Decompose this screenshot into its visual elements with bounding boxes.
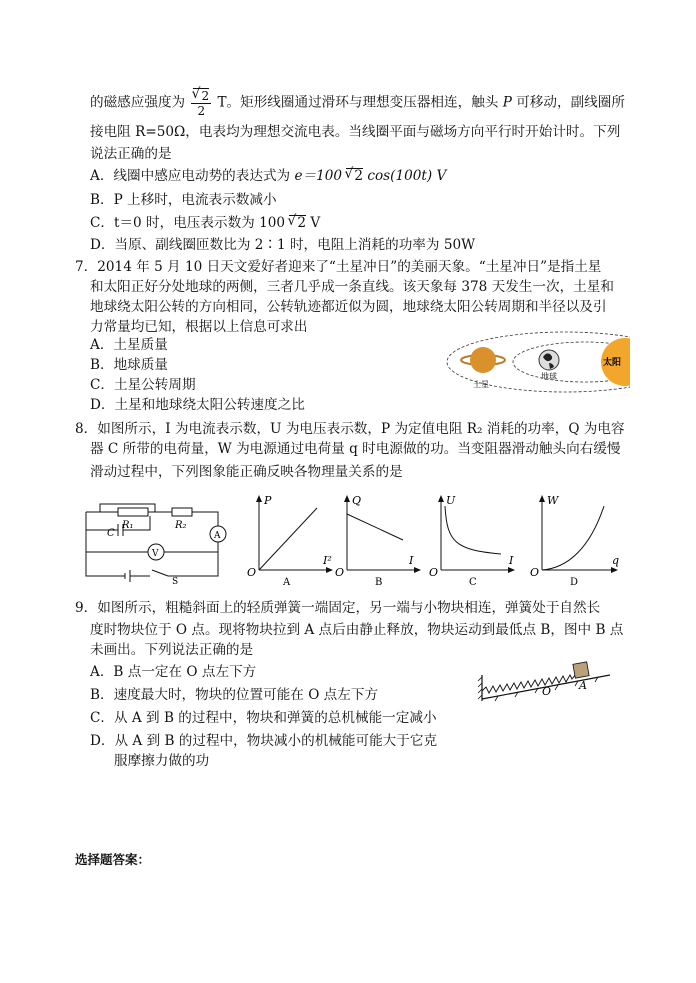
q7-option-d: D．土星和地球绕太阳公转速度之比 [90, 397, 305, 413]
q9-line-2: 度时物块位于 O 点。现将物块拉到 A 点后由静止释放，物块运动到最低点 B，图中 B 点 [90, 622, 624, 638]
q8-line-1: 8．如图所示，I 为电流表示数，U 为电压表示数，P 为定值电阻 R₂ 消耗的功率，Q 为电容 [75, 421, 625, 437]
q9-option-d-line-2: 服摩擦力做的功 [114, 753, 210, 769]
graph-d-xlabel: q [612, 554, 620, 567]
graph-b-curve [347, 514, 403, 540]
circuit-wire-left [86, 512, 125, 576]
resistor-r2 [172, 508, 192, 516]
q7-option-c: C．土星公转周期 [90, 377, 196, 393]
label-r1: R₁ [122, 520, 134, 531]
answer-label: 选择题答案： [75, 852, 151, 867]
q6-line-3: 说法正确的是 [90, 146, 172, 162]
graph-a-ylabel: P [264, 494, 272, 507]
orbit-figure [445, 327, 630, 397]
q9-option-c: C．从 A 到 B 的过程中，物块和弹簧的总机械能一定减小 [90, 710, 437, 726]
graph-a-caption: A [283, 577, 291, 587]
label-c: C [107, 528, 115, 539]
sqrt-2: √ 2 [346, 168, 363, 183]
graph-a-xlabel: I² [323, 554, 332, 567]
sqrt-2: √ 2 [193, 88, 209, 103]
graph-a-origin: O [247, 566, 257, 579]
graph-a-curve [259, 508, 317, 570]
q6-option-b: B．P 上移时，电流表示数减小 [90, 192, 277, 208]
graph-b [333, 492, 423, 587]
q6-option-a [90, 167, 446, 185]
label-r2: R₂ [175, 520, 187, 531]
graph-d-ylabel: W [547, 494, 559, 507]
q9-option-b: B．速度最大时，物块的位置可能在 O 点左下方 [90, 687, 379, 703]
q6-option-d: D．当原、副线圈匝数比为 2∶1 时，电阻上消耗的功率为 50W [90, 237, 476, 253]
q6-option-a-text: A．线圈中感应电动势的表达式为 [90, 168, 291, 184]
sqrt-2: √ 2 [289, 215, 306, 230]
graph-b-ylabel: Q [352, 494, 362, 507]
graph-c-origin: O [429, 566, 439, 579]
earth-label: 地球 [541, 372, 557, 381]
q9-line-3: 未画出。下列说法正确的是 [90, 642, 254, 658]
saturn-label: 土星 [473, 380, 489, 389]
graph-c-curve [445, 506, 501, 554]
graph-b-origin: O [335, 566, 345, 579]
sun-label: 太阳 [603, 358, 622, 368]
label-a: A [214, 531, 221, 541]
circuit-wire-right [192, 512, 218, 526]
label-v: V [152, 549, 159, 559]
rheostat-r1 [118, 508, 148, 516]
q8-line-3: 滑动过程中，下列图象能正确反映各物理量关系的是 [90, 464, 403, 480]
graph-c-ylabel: U [446, 494, 456, 507]
q6-symbol-p: P [502, 94, 512, 111]
graph-c [427, 492, 517, 587]
q6-option-a-eq: e＝100 [294, 168, 343, 184]
graph-d-origin: O [530, 566, 540, 579]
switch-blade [152, 570, 168, 576]
q9-option-a: A．B 点一定在 O 点左下方 [90, 664, 257, 680]
label-s: S [172, 577, 179, 585]
q8-line-2: 器 C 所带的电荷量，W 为电源通过电荷量 q 时电源做的功。当变阻器滑动触头向右缓慢 [90, 441, 621, 457]
label-a: A [579, 679, 587, 692]
q6-option-a-eq2: cos(100t) V [367, 168, 447, 184]
graph-c-caption: C [469, 577, 477, 587]
q7-line-1: 7．2014 年 5 月 10 日天文爱好者迎来了“土星冲日”的美丽天象。“土星冲日”是指土星 [75, 259, 602, 275]
saturn-icon [470, 347, 496, 373]
fraction-denominator: 2 [197, 104, 206, 118]
incline-spring-figure [468, 655, 618, 705]
fraction-sqrt2-over-2 [191, 88, 211, 118]
circuit-diagram [80, 500, 240, 585]
graph-b-caption: B [375, 577, 383, 587]
q9-line-1: 9．如图所示，粗糙斜面上的轻质弹簧一端固定，另一端与小物块相连，弹簧处于自然长 [75, 600, 601, 616]
graph-a [245, 492, 335, 587]
graph-c-xlabel: I [509, 554, 514, 567]
q6-line-1 [90, 88, 625, 118]
graph-b-xlabel: I [409, 554, 414, 567]
wall-hatch [478, 677, 482, 699]
graph-d-curve [542, 506, 604, 570]
q6-option-c-text: C．t＝0 时，电压表示数为 100 [90, 215, 286, 231]
q7-option-b: B．地球质量 [90, 357, 168, 373]
q9-option-d-line-1: D．从 A 到 B 的过程中，物块减小的机械能可能大于它克 [90, 733, 438, 749]
q6-line-2: 接电阻 R=50Ω，电表均为理想交流电表。当线圈平面与磁场方向平行时开始计时。下列 [90, 124, 621, 140]
q7-option-a: A．土星质量 [90, 337, 168, 353]
q6-option-c-unit: V [310, 215, 321, 231]
graph-d-caption: D [570, 577, 579, 587]
q6-line-1b: T。矩形线圈通过滑环与理想变压器相连，触头 [217, 94, 499, 111]
graph-d [528, 492, 620, 587]
label-o: O [542, 685, 552, 698]
circuit-wire-right-down [168, 542, 218, 576]
q6-line-1a: 的磁感应强度为 [90, 94, 186, 111]
q6-line-1c: 可移动，副线圈所 [516, 94, 625, 111]
block [573, 662, 589, 678]
q6-option-c [90, 214, 320, 232]
q7-line-2: 和太阳正好分处地球的两侧，三者几乎成一条直线。该天象每 378 天发生一次，土星和 [90, 279, 614, 295]
q7-line-3: 地球绕太阳公转的方向相同，公转轨迹都近似为圆，地球绕太阳公转周期和半径以及引 [90, 299, 607, 315]
q7-line-4: 力常量均已知，根据以上信息可求出 [90, 319, 308, 335]
